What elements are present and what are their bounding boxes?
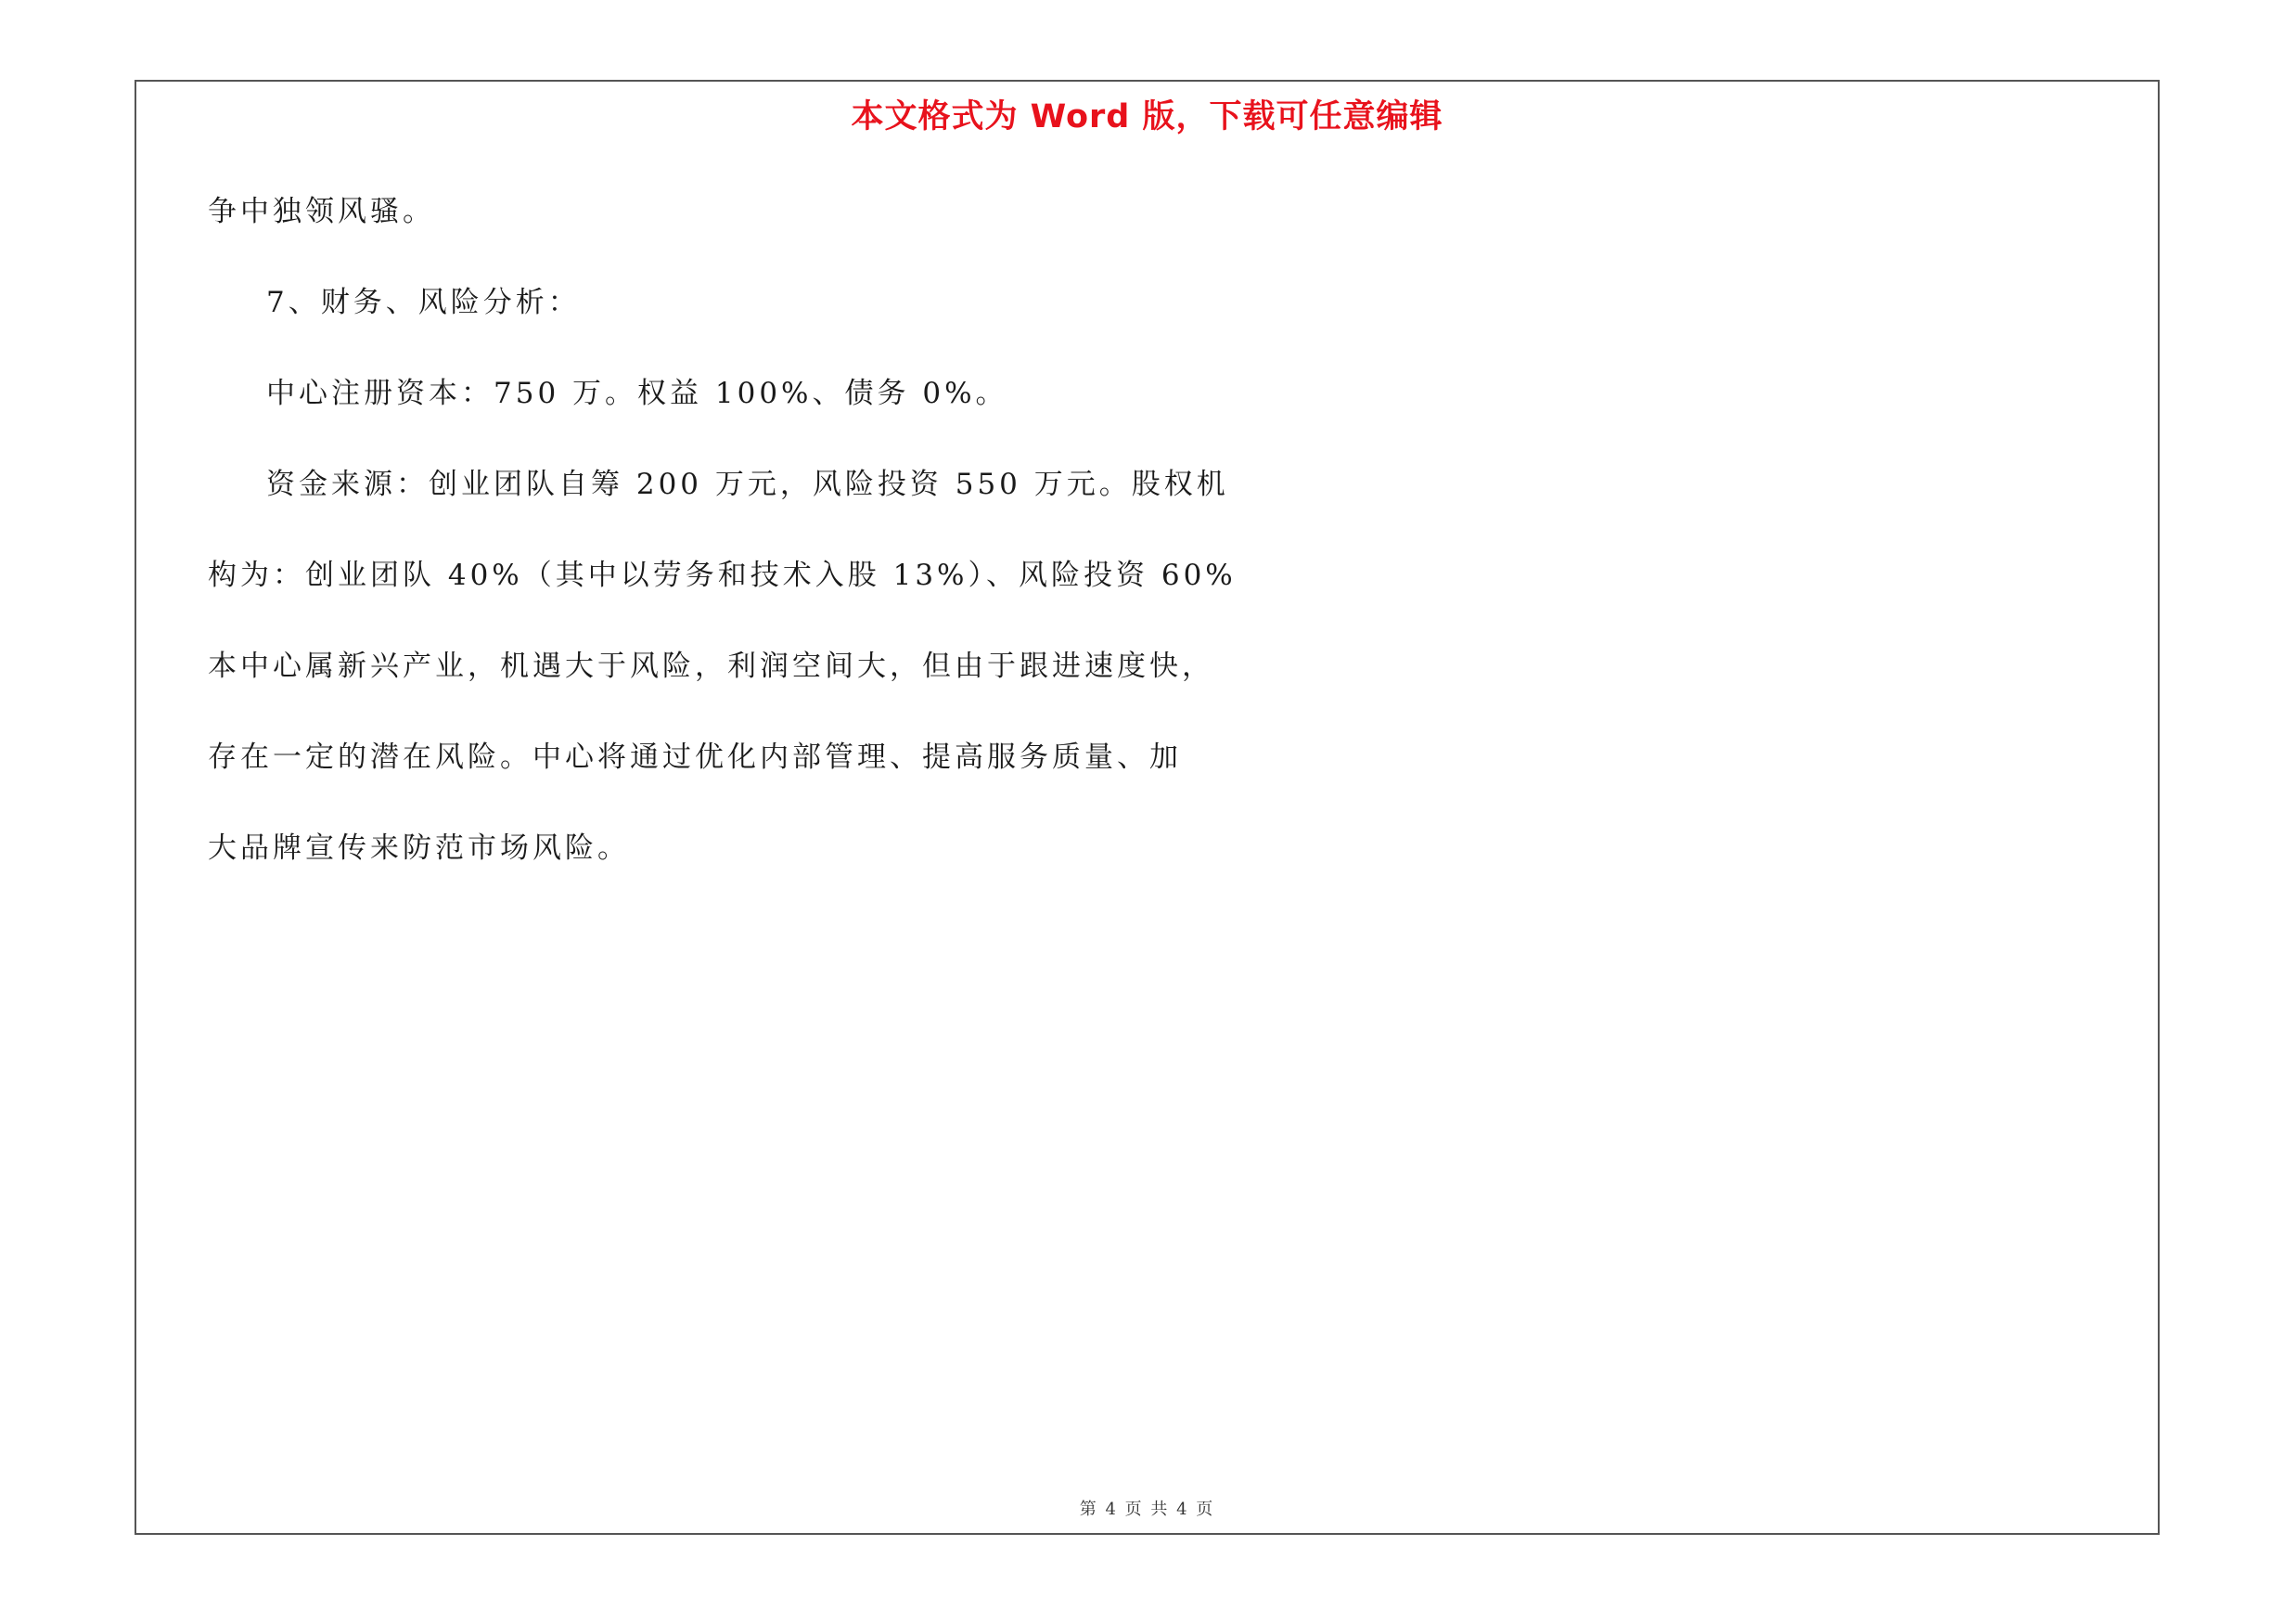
paragraph-line: 大品牌宣传来防范市场风险。 bbox=[208, 831, 630, 865]
paragraph-line: 资金来源：创业团队自筹 200 万元，风险投资 550 万元。股权机 bbox=[266, 468, 1229, 501]
paragraph-line: 构为：创业团队 40%（其中以劳务和技术入股 13%）、风险投资 60% bbox=[208, 559, 1237, 592]
paragraph-line: 争中独领风骚。 bbox=[208, 195, 435, 228]
page-number-footer: 第 4 页 共 4 页 bbox=[1079, 1500, 1215, 1519]
paragraph-line: 存在一定的潜在风险。中心将通过优化内部管理、提高服务质量、加 bbox=[208, 741, 1182, 774]
section-heading: 7、财务、风险分析： bbox=[266, 286, 581, 319]
document-page bbox=[135, 80, 2160, 1535]
word-format-banner: 本文格式为 Word 版，下载可任意编辑 bbox=[851, 98, 1443, 135]
paragraph-line: 本中心属新兴产业，机遇大于风险，利润空间大，但由于跟进速度快， bbox=[208, 650, 1214, 683]
paragraph-line: 中心注册资本：750 万。权益 100%、债务 0%。 bbox=[266, 377, 1008, 410]
